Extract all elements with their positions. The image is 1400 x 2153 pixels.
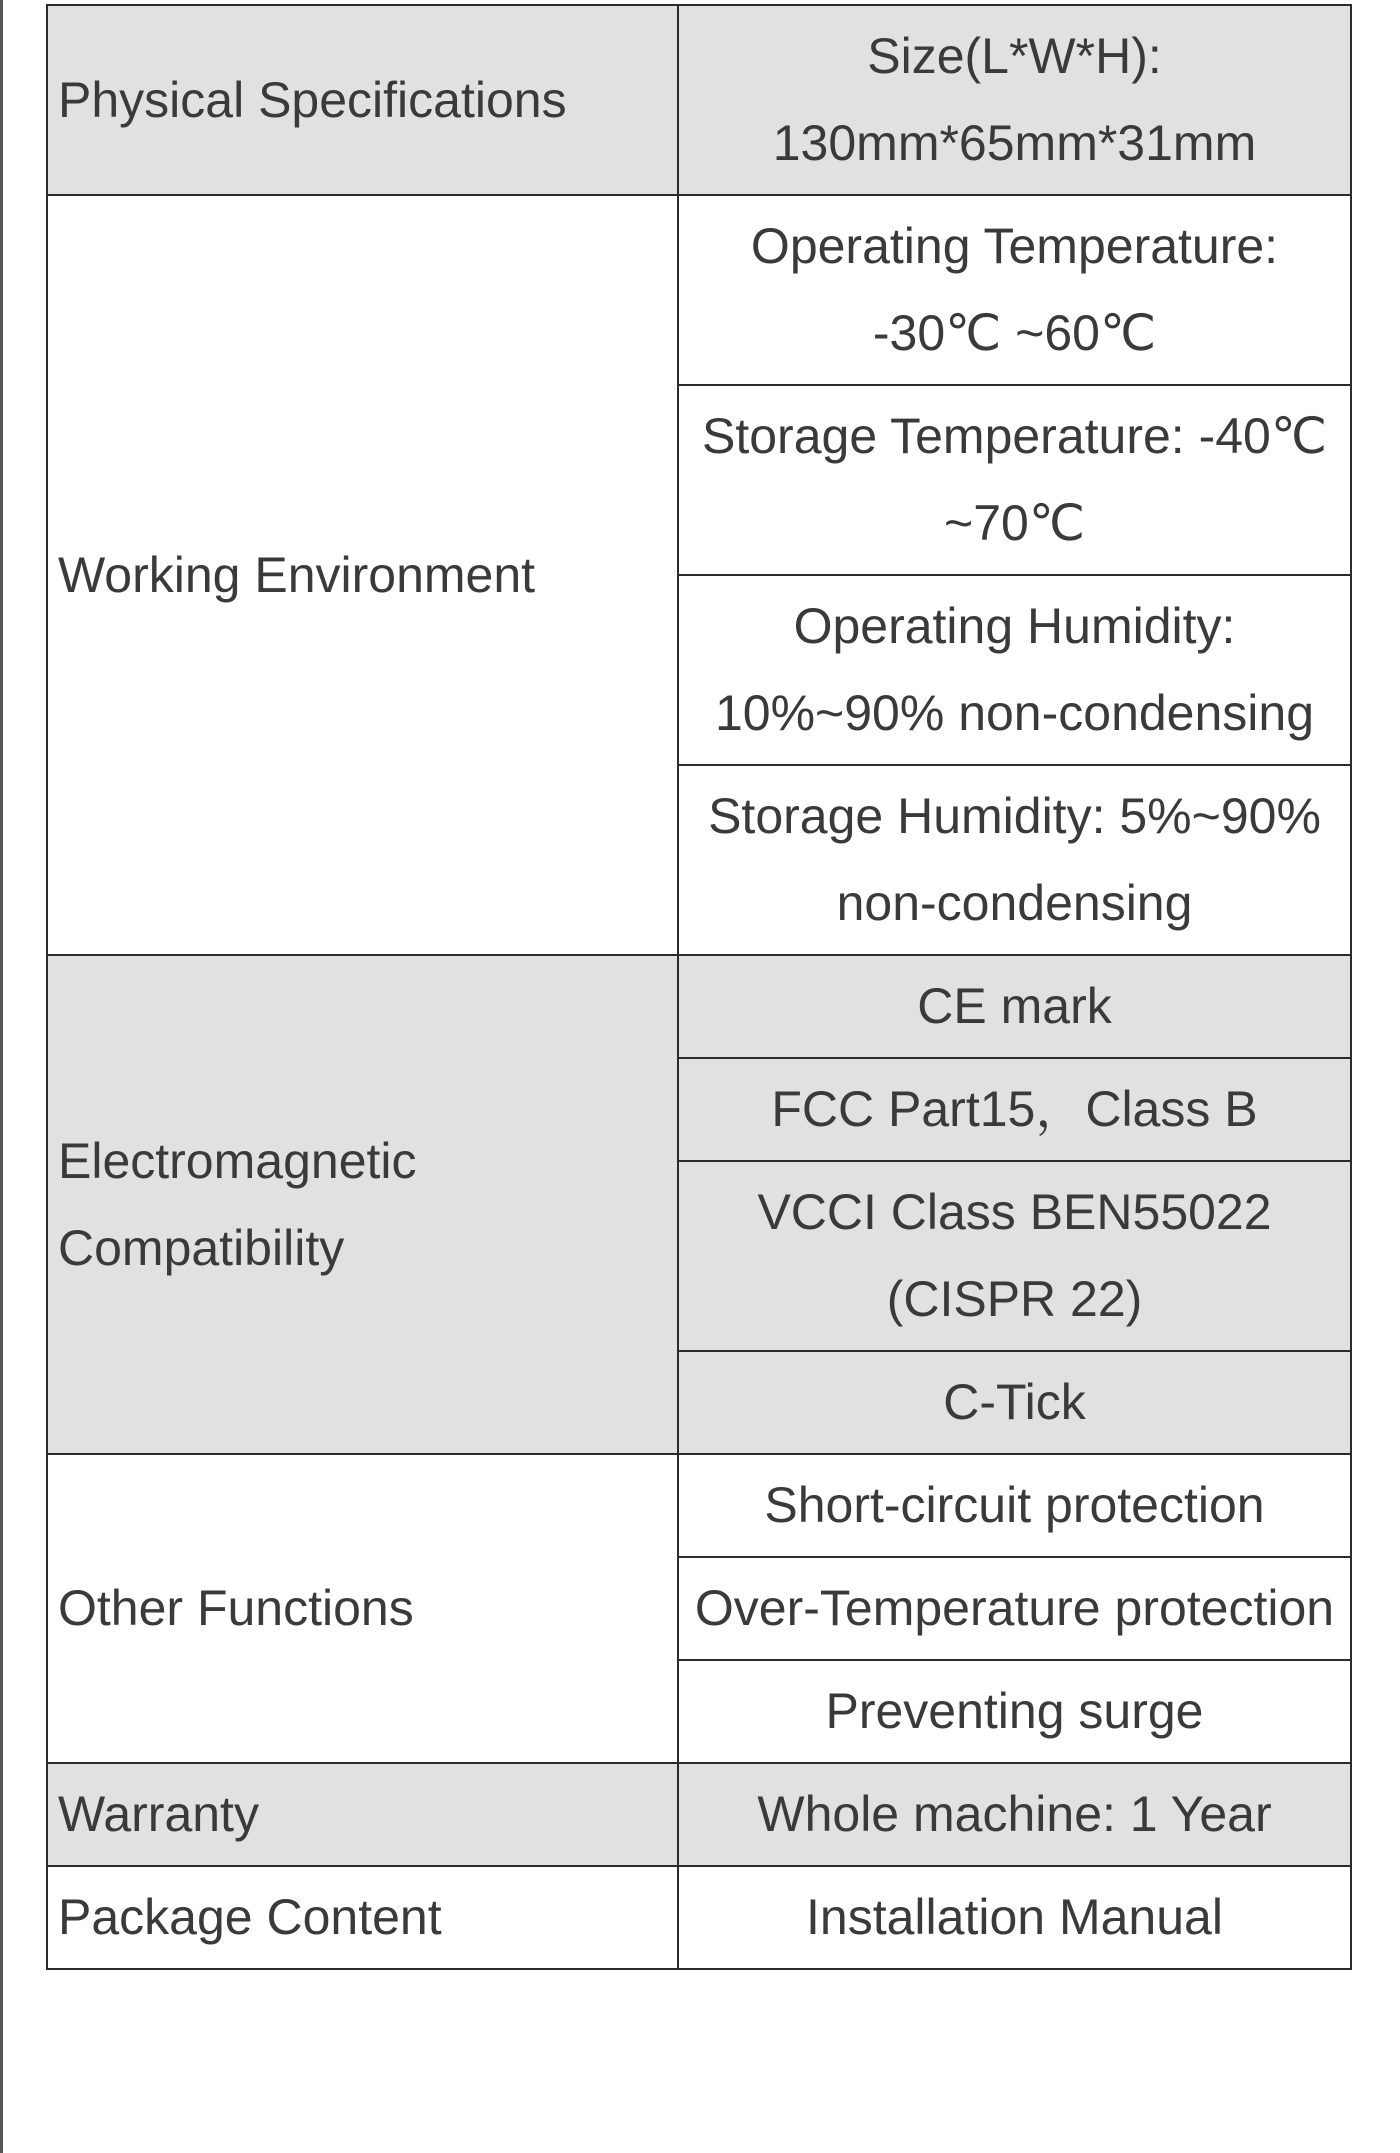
category-other-functions: Other Functions: [47, 1454, 678, 1763]
spec-value-warranty: Whole machine: 1 Year: [678, 1763, 1351, 1866]
table-row: [47, 955, 1351, 1058]
spec-value-vcci: VCCI Class BEN55022 (CISPR 22): [678, 1161, 1351, 1351]
category-package-content: Package Content: [47, 1866, 678, 1969]
spec-value-operating-humidity: Operating Humidity: 10%~90% non-condensing: [678, 575, 1351, 765]
table-row: [47, 5, 1351, 195]
spec-value-over-temperature: Over-Temperature protection: [678, 1557, 1351, 1660]
spec-value-size: Size(L*W*H): 130mm*65mm*31mm: [678, 5, 1351, 195]
spec-value-package-content: Installation Manual: [678, 1866, 1351, 1969]
spec-value-c-tick: C-Tick: [678, 1351, 1351, 1454]
page-left-border: [0, 0, 3, 2153]
table-row: [47, 1866, 1351, 1969]
category-warranty: Warranty: [47, 1763, 678, 1866]
spec-value-fcc: FCC Part15，Class B: [678, 1058, 1351, 1161]
table-row: [47, 195, 1351, 385]
spec-value-surge: Preventing surge: [678, 1660, 1351, 1763]
spec-value-operating-temperature: Operating Temperature: -30℃ ~60℃: [678, 195, 1351, 385]
category-working-environment: Working Environment: [47, 195, 678, 955]
table-row: [47, 1763, 1351, 1866]
spec-value-short-circuit: Short-circuit protection: [678, 1454, 1351, 1557]
specifications-table: [46, 4, 1352, 1970]
spec-value-storage-temperature: Storage Temperature: -40℃ ~70℃: [678, 385, 1351, 575]
table-row: [47, 1454, 1351, 1557]
spec-value-ce-mark: CE mark: [678, 955, 1351, 1058]
category-physical-specifications: Physical Specifications: [47, 5, 678, 195]
category-electromagnetic-compatibility: Electromagnetic Compatibility: [47, 955, 678, 1454]
spec-value-storage-humidity: Storage Humidity: 5%~90% non-condensing: [678, 765, 1351, 955]
